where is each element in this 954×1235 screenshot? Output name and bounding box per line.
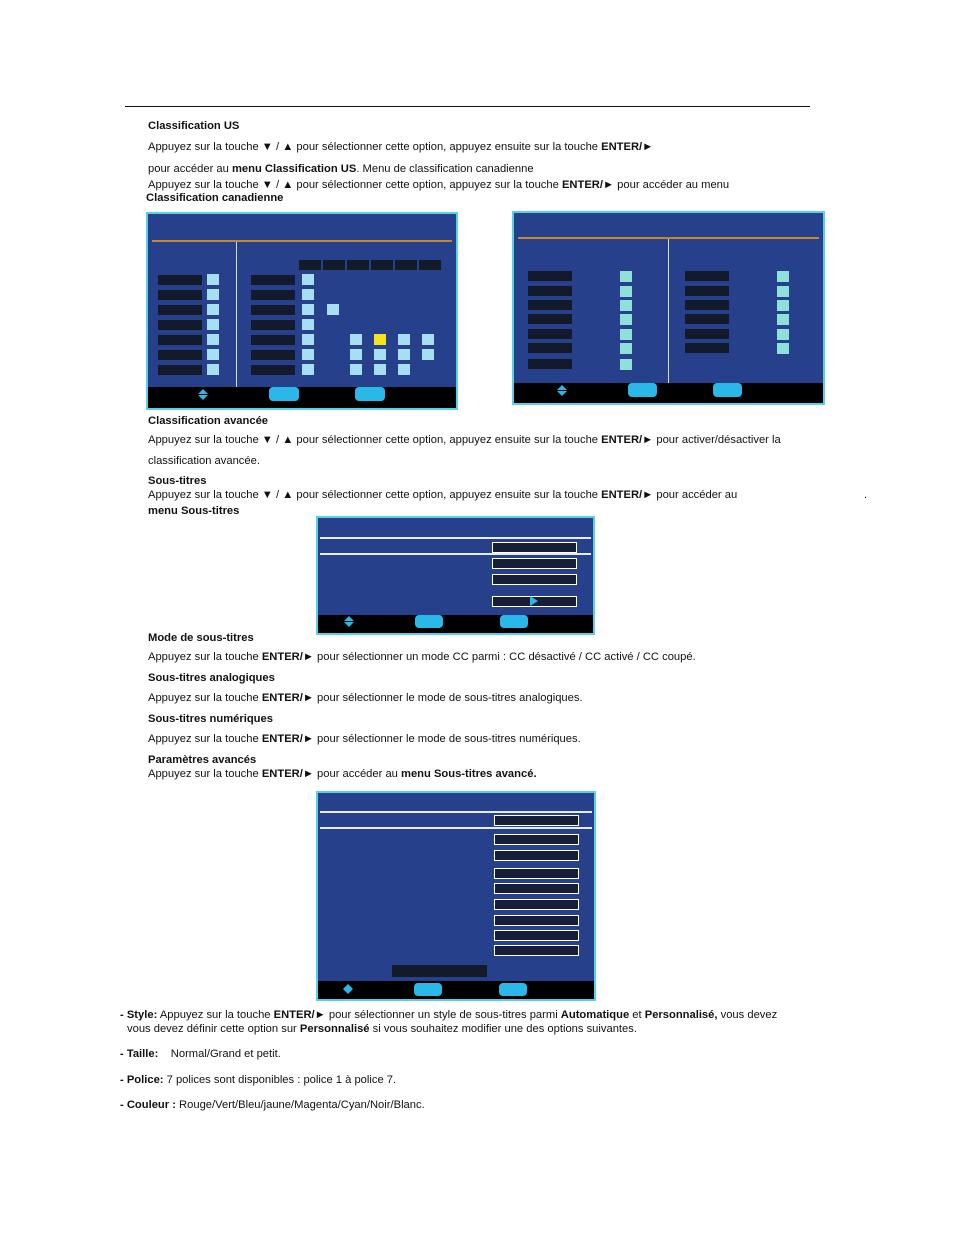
subtitles-trailing-dot: . [864,489,868,501]
font-line: - Police: 7 polices sont disponibles : police 1 à police 7. [120,1074,397,1086]
edge-field[interactable] [494,930,579,941]
nav-down-icon [557,391,567,396]
style-line-2: vous devez définir cette option sur Personnalisé si vous souhaitez modifier une des options suivantes. [127,1023,637,1035]
params-line: Appuyez sur la touche ENTER/► pour accéder au menu Sous-titres avancé. [148,768,537,780]
text-color-field[interactable] [494,868,579,879]
selected-cell-highlight[interactable] [374,334,386,345]
style-line-1: - Style: Appuyez sur la touche ENTER/► pour sélectionner un style de sous-titres parmi Automatique et Personnalisé, vous devez [120,1009,778,1021]
enter-arrow-icon [530,596,538,606]
enter-button[interactable] [269,387,299,401]
us-heading: Classification US [148,120,240,132]
page-top-rule [125,106,810,107]
nav-up-icon [344,616,354,621]
nav-down-icon [344,622,354,627]
subtitles-screen [316,516,595,635]
preview-box [392,965,487,977]
digital-line: Appuyez sur la touche ENTER/► pour sélectionner le mode de sous-titres numériques. [148,733,581,745]
us-line-2: pour accéder au menu Classification US. Menu de classification canadienne [148,163,534,175]
enter-button[interactable] [414,983,442,996]
params-heading: Paramètres avancés [148,754,257,766]
subtitles-line-1: Appuyez sur la touche ▼ / ▲ pour sélectionner cette option, appuyez ensuite sur la touche ENTER/► pour accéder au [148,489,738,501]
nav-up-icon [557,385,567,390]
cc-mode-field[interactable] [492,542,577,553]
us-rating-screen [146,212,458,410]
edge-color-field[interactable] [494,945,579,956]
size-line: - Taille: Normal/Grand et petit. [120,1048,281,1060]
digital-subtitles-field[interactable] [492,574,577,585]
background-opacity-field[interactable] [494,915,579,926]
digital-heading: Sous-titres numériques [148,713,273,725]
enter-button[interactable] [415,615,443,628]
enter-button[interactable] [628,383,657,397]
canadian-rating-screen [512,211,825,405]
us-line-3: Appuyez sur la touche ▼ / ▲ pour sélectionner cette option, appuyez sur la touche ENTER/► pour accéder au menu [148,179,730,191]
canadian-menu-label: Classification canadienne [146,192,284,204]
subtitles-heading: Sous-titres [148,475,207,487]
advanced-heading: Classification avancée [148,415,269,427]
mode-line: Appuyez sur la touche ENTER/► pour sélectionner un mode CC parmi : CC désactivé / CC activé / CC coupé. [148,651,696,663]
size-field[interactable] [494,834,579,845]
nav-down-icon [343,989,353,994]
advanced-subtitles-screen [316,791,596,1001]
font-field[interactable] [494,850,579,861]
color-line: - Couleur : Rouge/Vert/Bleu/jaune/Magenta/Cyan/Noir/Blanc. [120,1099,425,1111]
advanced-line-1: Appuyez sur la touche ▼ / ▲ pour sélectionner cette option, appuyez ensuite sur la touche ENTER/► pour activer/désactiver la [148,434,781,446]
nav-down-icon [198,395,208,400]
subtitles-menu-label: menu Sous-titres [148,505,240,517]
analog-line: Appuyez sur la touche ENTER/► pour sélectionner le mode de sous-titres analogiques. [148,692,583,704]
exit-button[interactable] [713,383,742,397]
text-opacity-field[interactable] [494,883,579,894]
background-color-field[interactable] [494,899,579,910]
exit-button[interactable] [355,387,385,401]
style-field[interactable] [494,815,579,826]
us-line-1: Appuyez sur la touche ▼ / ▲ pour sélectionner cette option, appuyez ensuite sur la touche ENTER/► [148,141,654,153]
analog-heading: Sous-titres analogiques [148,672,275,684]
analog-subtitles-field[interactable] [492,558,577,569]
nav-up-icon [198,389,208,394]
advanced-line-2: classification avancée. [148,455,260,467]
exit-button[interactable] [500,615,528,628]
exit-button[interactable] [499,983,527,996]
mode-heading: Mode de sous-titres [148,632,254,644]
